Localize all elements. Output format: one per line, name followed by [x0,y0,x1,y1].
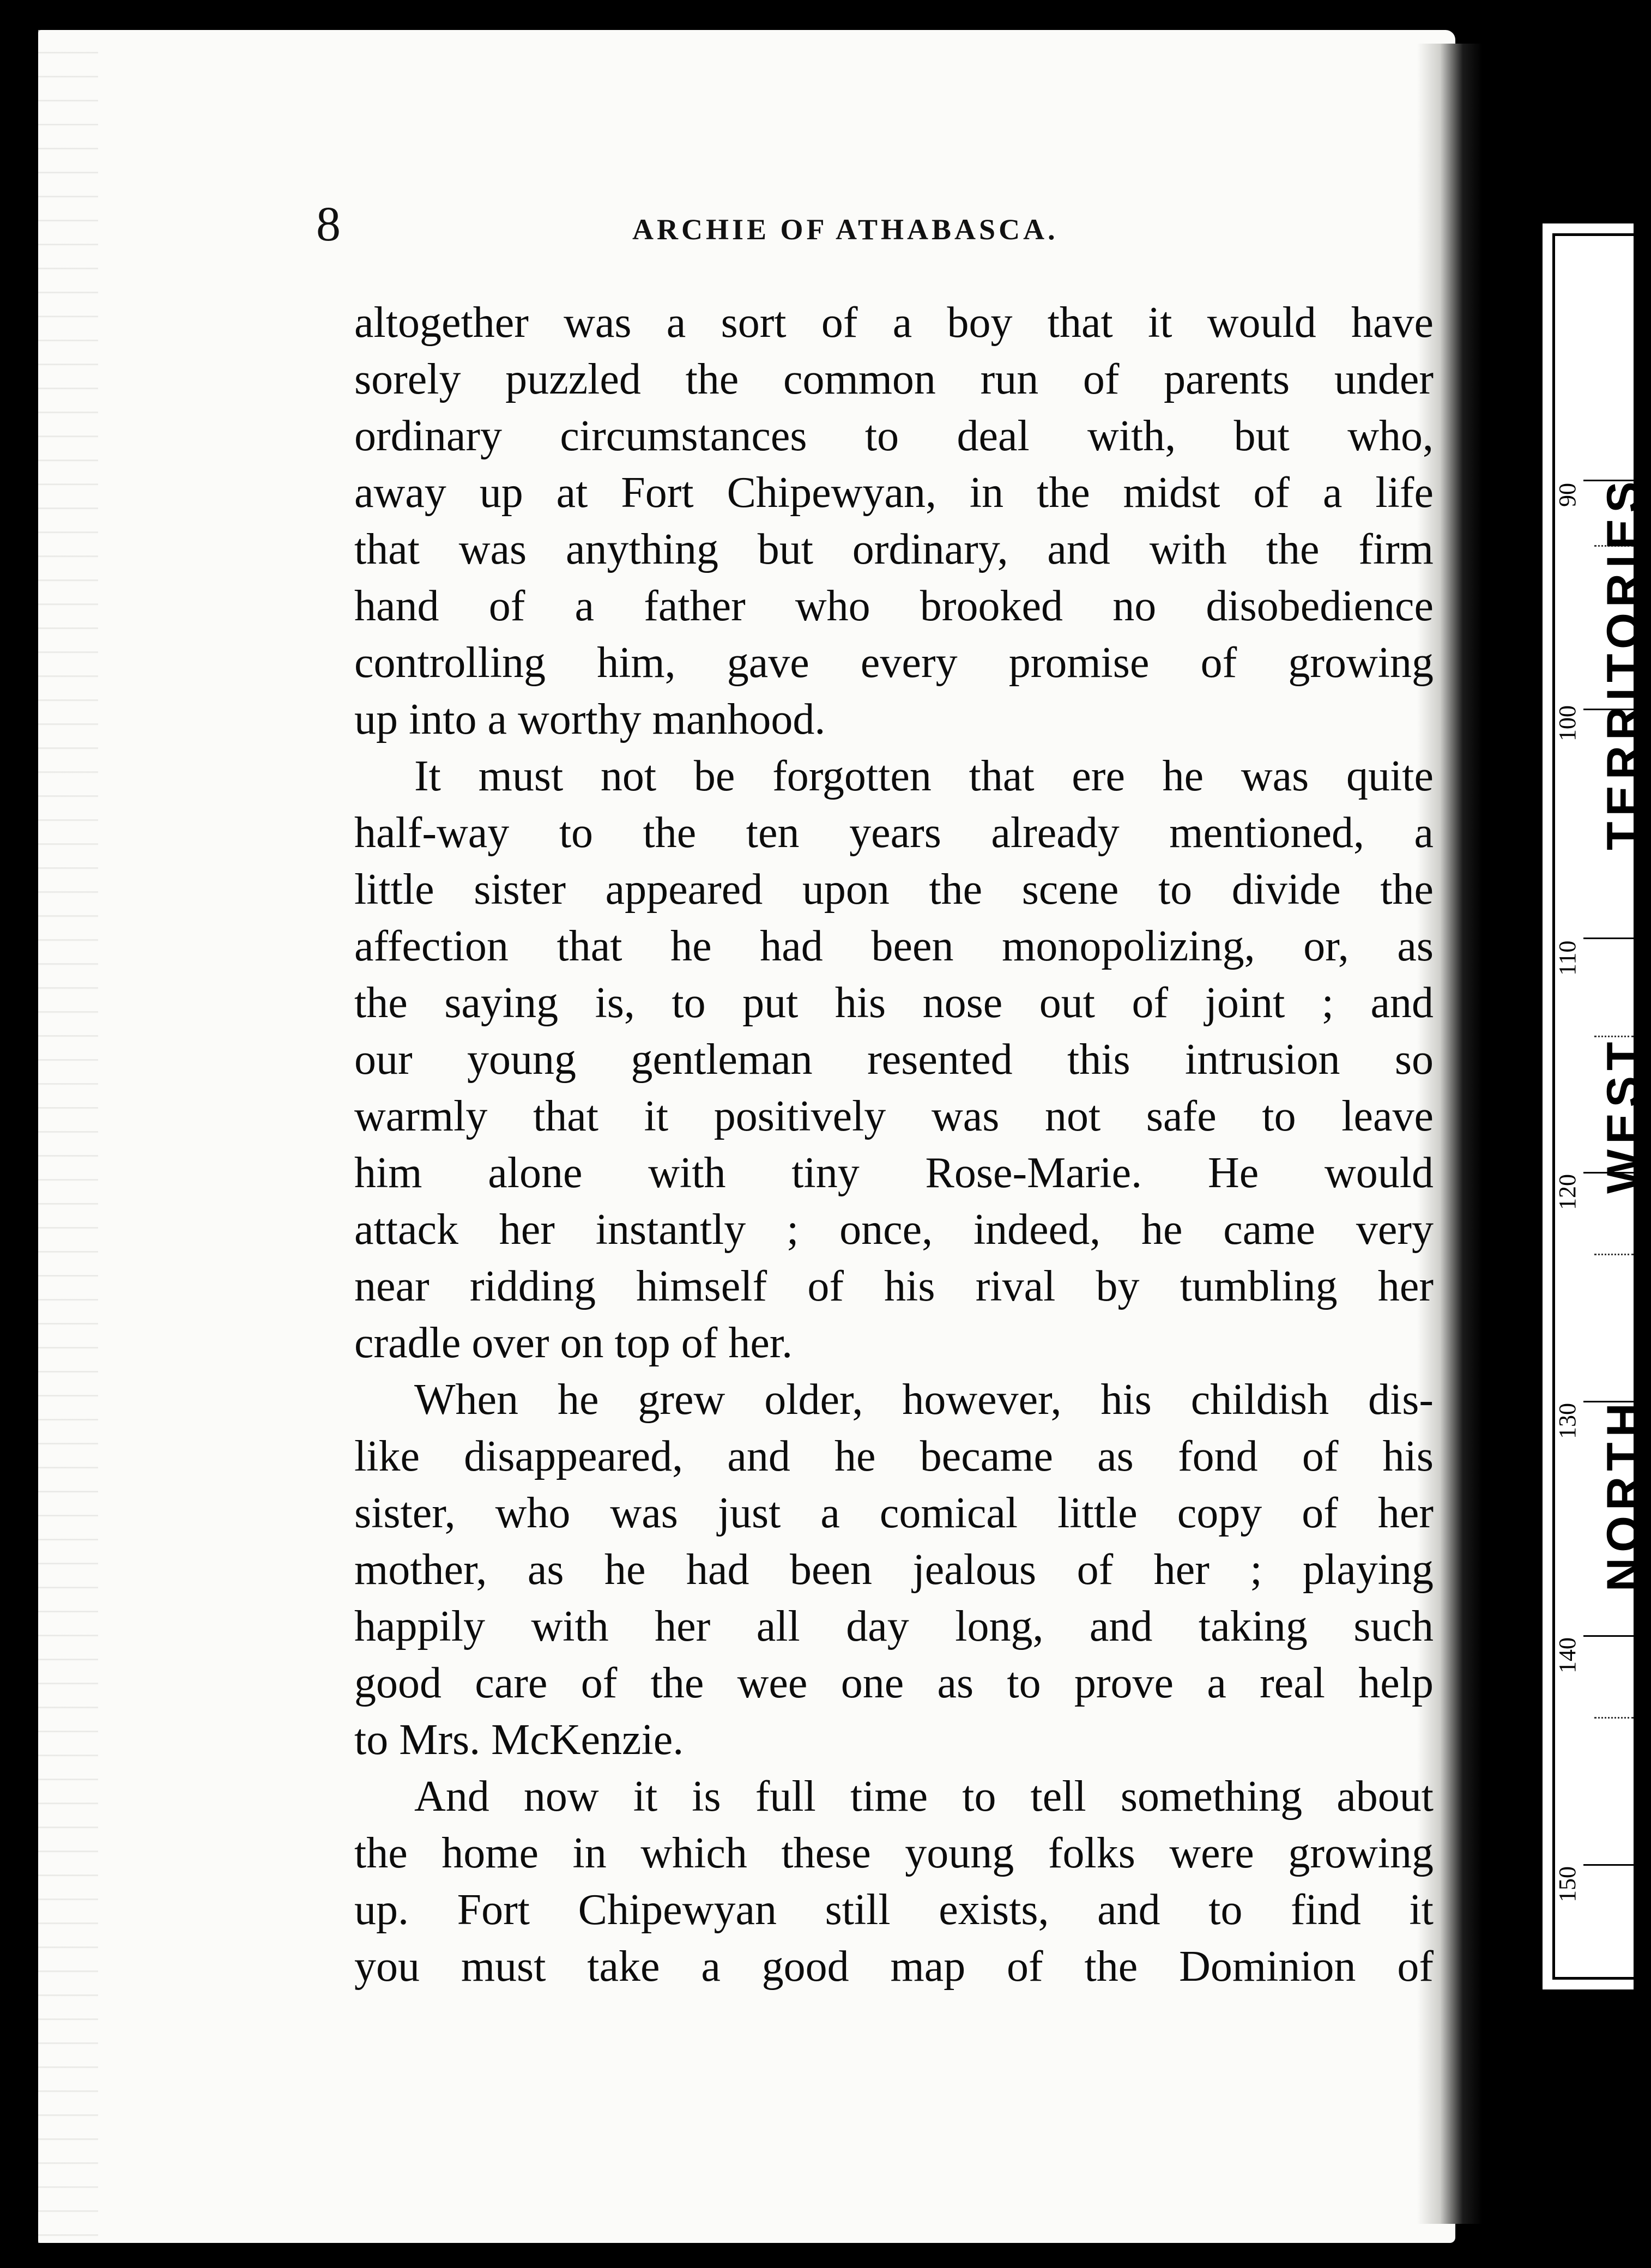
map-longitude-label: 130 [1554,1403,1581,1439]
text-line: up into a worthy manhood. [354,695,826,743]
map-meridian-line [1583,1864,1634,1866]
text-line: sorely puzzled the common run of parents under [354,355,1434,403]
text-line: warmly that it positively was not safe to leave [354,1092,1434,1140]
text-line: our young gentleman resented this intrusion so [354,1036,1434,1084]
map-longitude-label: 100 [1554,705,1581,741]
text-line: It must not be forgotten that ere he was quite [414,752,1434,800]
text-line: half-way to the ten years already mentioned, a [354,809,1434,857]
text-line: altogether was a sort of a boy that it would have [354,299,1434,347]
page-edge-left [38,30,98,2243]
page-header [0,174,1417,262]
text-line: cradle over on top of her. [354,1319,793,1367]
text-line: ordinary circumstances to deal with, but who, [354,412,1434,460]
text-line: And now it is full time to tell something about [414,1773,1434,1821]
text-line: When he grew older, however, his childish dis- [414,1376,1434,1424]
text-line: the home in which these young folks were growing [354,1829,1434,1877]
text-line: controlling him, gave every promise of growing [354,639,1434,687]
text-line: sister, who was just a comical little copy of her [354,1489,1434,1537]
text-line: like disappeared, and he became as fond of his [354,1432,1434,1480]
text-line: the saying is, to put his nose out of joint ; and [354,979,1434,1027]
text-line: you must take a good map of the Dominion of [354,1943,1434,1991]
map-meridian-line [1583,938,1634,939]
text-line: affection that he had been monopolizing, or, as [354,922,1434,970]
text-line: away up at Fort Chipewyan, in the midst of a life [354,469,1434,517]
page-number: 8 [316,197,341,251]
map-longitude-label: 120 [1554,1174,1581,1210]
text-line: attack her instantly ; once, indeed, he came very [354,1206,1434,1254]
text-line: near ridding himself of his rival by tumbling her [354,1262,1434,1310]
text-line: up. Fort Chipewyan still exists, and to find it [354,1886,1434,1934]
text-line: him alone with tiny Rose-Marie. He would [354,1149,1434,1197]
text-line: hand of a father who brooked no disobedience [354,582,1434,630]
text-line: happily with her all day long, and taking such [354,1602,1434,1650]
map-meridian-line [1583,1635,1634,1637]
text-line: to Mrs. McKenzie. [354,1716,684,1764]
map-region-label: NORTH [1598,1398,1650,1592]
text-line: little sister appeared upon the scene to divide the [354,866,1434,914]
body-text [354,294,1434,1995]
text-line: mother, as he had been jealous of her ; playing [354,1546,1434,1594]
map-region-label: WEST [1598,1036,1650,1194]
map-longitude-label: 150 [1554,1866,1581,1902]
text-line: good care of the wee one as to prove a real help [354,1659,1434,1707]
running-head: ARCHIE OF ATHABASCA. [632,213,1059,246]
map-region-label: TERRITORIES [1598,476,1650,850]
map-longitude-label: 110 [1554,940,1581,976]
map-longitude-label: 140 [1554,1637,1581,1673]
map-coastline [1594,1717,1634,1720]
text-line: that was anything but ordinary, and with the firm [354,525,1434,573]
map-coastline [1594,1254,1634,1256]
map-longitude-label: 90 [1554,483,1581,507]
